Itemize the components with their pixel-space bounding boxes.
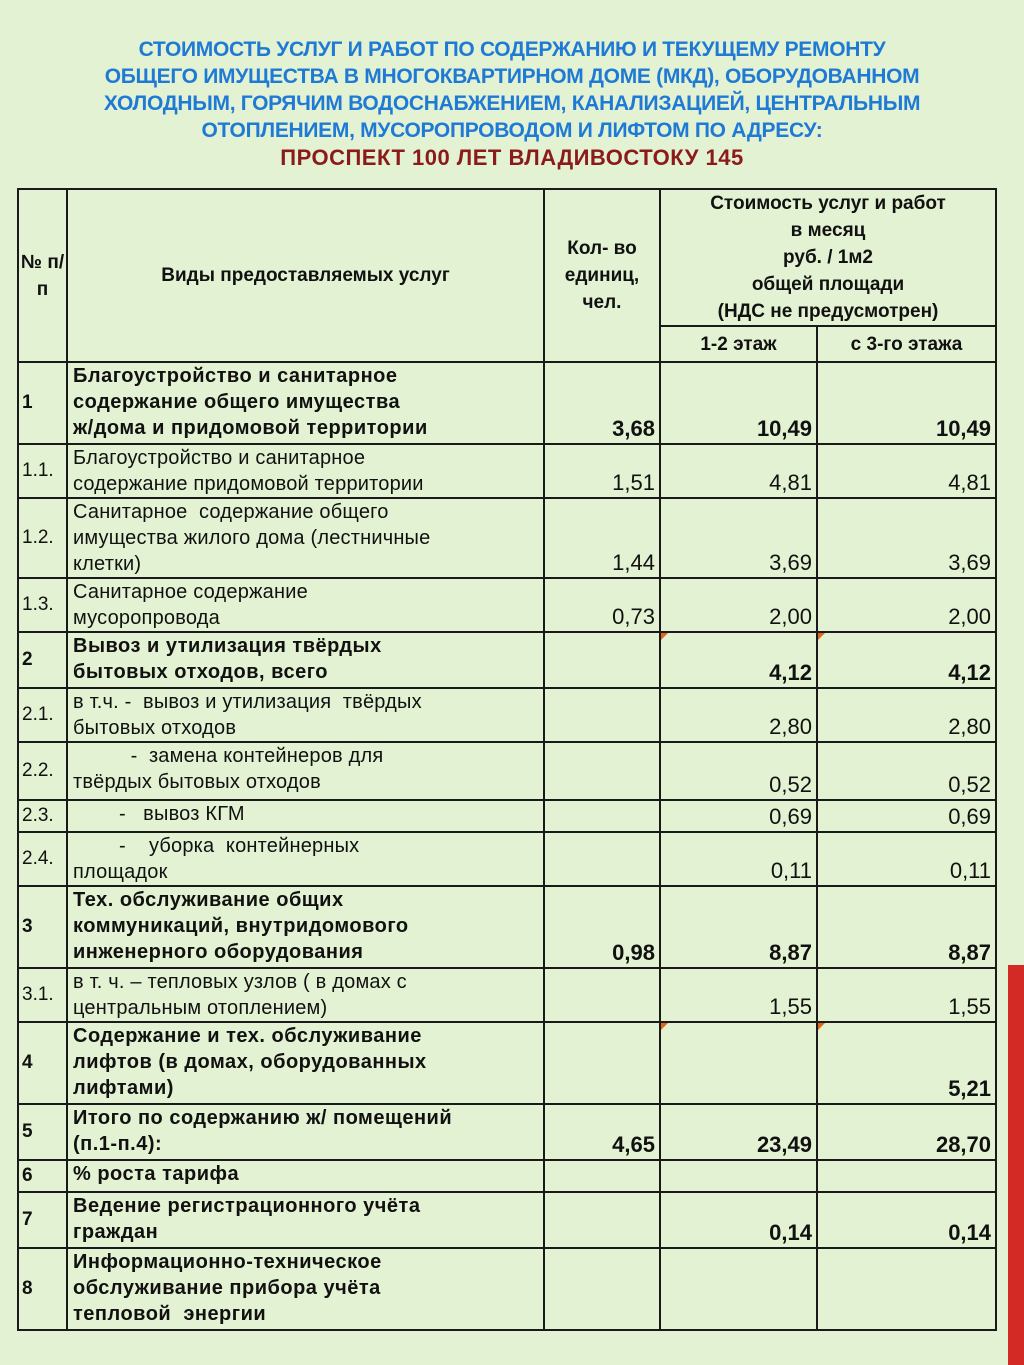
header-cost-line: общей площади — [751, 274, 905, 295]
description-line: тепловой энергии — [73, 1303, 267, 1325]
cost-floor-3-text: 0,11 — [949, 858, 992, 883]
table-row — [18, 800, 996, 832]
comment-marker-icon — [818, 1023, 825, 1030]
service-description — [67, 498, 544, 578]
cost-floor-1-2 — [660, 444, 817, 498]
units-value — [544, 832, 660, 886]
description-line: в т. ч. – тепловых узлов ( в домах с — [73, 971, 407, 993]
cost-floor-3-text: 4,12 — [948, 660, 992, 685]
description-line: (п.1-п.4): — [73, 1133, 163, 1155]
cost-floor-3 — [817, 1104, 996, 1160]
cost-floor-3 — [817, 832, 996, 886]
units-value — [544, 800, 660, 832]
description-line: мусоропровода — [73, 607, 220, 629]
service-description — [67, 578, 544, 632]
cost-floor-3 — [817, 1022, 996, 1104]
description-line: бытовых отходов, всего — [73, 661, 328, 683]
cost-floor-3 — [817, 578, 996, 632]
description-line: обслуживание прибора учёта — [73, 1277, 381, 1299]
cost-floor-1-2-text: 0,69 — [769, 804, 812, 829]
description-line: Санитарное содержание общего — [73, 501, 389, 523]
units-value — [544, 1104, 660, 1160]
title-line: ХОЛОДНЫМ, ГОРЯЧИМ ВОДОСНАБЖЕНИЕМ, КАНАЛИЗАЦИЕЙ, ЦЕНТРАЛЬНЫМ — [103, 92, 921, 115]
cost-floor-1-2-text: 23,49 — [756, 1132, 812, 1157]
description-line: Содержание и тех. обслуживание — [73, 1025, 422, 1047]
page-title — [0, 36, 1024, 172]
description-line: Благоустройство и санитарное — [73, 447, 366, 469]
header-cost-line: руб. / 1м2 — [783, 247, 873, 268]
table-row — [18, 1160, 996, 1192]
row-number: 5 — [18, 1104, 67, 1160]
cost-floor-1-2-text: 0,52 — [769, 772, 812, 797]
description-line: клетки) — [73, 553, 142, 575]
cost-floor-3 — [817, 1248, 996, 1330]
header-num: № п/п — [18, 189, 67, 362]
service-description — [67, 832, 544, 886]
cost-floor-3-text: 28,70 — [935, 1132, 992, 1157]
units-value — [544, 1192, 660, 1248]
service-description — [67, 968, 544, 1022]
service-description — [67, 632, 544, 688]
table-row — [18, 362, 996, 444]
cost-floor-1-2 — [660, 1192, 817, 1248]
description-line: центральным отоплением) — [73, 997, 328, 1019]
cost-floor-3 — [817, 886, 996, 968]
units-value — [544, 886, 660, 968]
description-line: Ведение регистрационного учёта — [73, 1195, 421, 1217]
table-row — [18, 1192, 996, 1248]
cost-floor-3 — [817, 444, 996, 498]
units-value — [544, 968, 660, 1022]
cost-floor-3-text: 1,55 — [948, 994, 992, 1019]
comment-marker-icon — [818, 633, 825, 640]
tariff-table — [17, 188, 997, 1331]
row-number: 7 — [18, 1192, 67, 1248]
row-number: 1.3. — [18, 578, 67, 632]
row-number: 1 — [18, 362, 67, 444]
table-row — [18, 578, 996, 632]
cost-floor-1-2 — [660, 968, 817, 1022]
cost-floor-1-2-text: 2,80 — [769, 714, 812, 739]
cost-floor-1-2-text: 0,14 — [769, 1220, 812, 1245]
cost-floor-1-2-text: 10,49 — [756, 416, 812, 441]
cost-floor-3-text: 4,81 — [948, 470, 992, 495]
row-number: 4 — [18, 1022, 67, 1104]
description-line: - замена контейнеров для — [73, 745, 384, 767]
cost-floor-1-2 — [660, 498, 817, 578]
cost-floor-1-2-text: 8,87 — [769, 940, 812, 965]
cost-floor-3 — [817, 1160, 996, 1192]
description-line: Благоустройство и санитарное — [73, 365, 398, 387]
table-row — [18, 1022, 996, 1104]
row-number: 3 — [18, 886, 67, 968]
units-value-text: 1,51 — [612, 470, 655, 495]
row-number: 2 — [18, 632, 67, 688]
cost-floor-3 — [817, 800, 996, 832]
row-number: 3.1. — [18, 968, 67, 1022]
description-line: в т.ч. - вывоз и утилизация твёрдых — [73, 691, 422, 713]
cost-floor-3 — [817, 632, 996, 688]
units-value — [544, 1160, 660, 1192]
units-value — [544, 362, 660, 444]
cost-floor-1-2 — [660, 886, 817, 968]
cost-floor-1-2 — [660, 1022, 817, 1104]
description-line: Санитарное содержание — [73, 581, 308, 603]
table-row — [18, 742, 996, 800]
service-description — [67, 1104, 544, 1160]
service-description — [67, 1160, 544, 1192]
cost-floor-3-text: 5,21 — [948, 1076, 992, 1101]
description-line: - уборка контейнерных — [73, 835, 360, 857]
service-description — [67, 362, 544, 444]
table-row — [18, 444, 996, 498]
header-floor-1-2: 1-2 этаж — [660, 326, 817, 362]
description-line: Тех. обслуживание общих — [73, 889, 344, 911]
units-value — [544, 498, 660, 578]
row-number: 1.2. — [18, 498, 67, 578]
description-line: Вывоз и утилизация твёрдых — [73, 635, 382, 657]
cost-floor-1-2-text: 4,81 — [769, 470, 812, 495]
cost-floor-1-2 — [660, 578, 817, 632]
comment-marker-icon — [661, 1023, 668, 1030]
accent-bar — [1008, 965, 1024, 1365]
cost-floor-3-text: 2,80 — [948, 714, 992, 739]
address-title: ПРОСПЕКТ 100 ЛЕТ ВЛАДИВОСТОКУ 145 — [280, 145, 744, 170]
title-line: СТОИМОСТЬ УСЛУГ И РАБОТ ПО СОДЕРЖАНИЮ И ТЕКУЩЕМУ РЕМОНТУ — [138, 38, 886, 61]
cost-floor-3-text: 3,69 — [948, 550, 992, 575]
units-value-text: 4,65 — [612, 1132, 655, 1157]
cost-floor-1-2-text: 3,69 — [769, 550, 812, 575]
table-row — [18, 968, 996, 1022]
row-number: 6 — [18, 1160, 67, 1192]
service-description — [67, 742, 544, 800]
cost-floor-1-2-text: 2,00 — [769, 604, 812, 629]
cost-floor-1-2 — [660, 742, 817, 800]
header-service: Виды предоставляемых услуг — [67, 189, 544, 362]
cost-floor-1-2-text: 0,11 — [770, 858, 812, 883]
units-value-text: 0,98 — [612, 940, 655, 965]
service-description — [67, 1248, 544, 1330]
service-description — [67, 688, 544, 742]
units-value-text: 3,68 — [612, 416, 655, 441]
cost-floor-3 — [817, 1192, 996, 1248]
description-line: имущества жилого дома (лестничные — [73, 527, 431, 549]
cost-floor-3-text: 0,69 — [948, 804, 992, 829]
header-cost-line: Стоимость услуг и работ — [710, 193, 946, 214]
row-number: 2.3. — [18, 800, 67, 832]
header-units: Кол- во единиц, чел. — [544, 189, 660, 362]
table-row — [18, 632, 996, 688]
title-line: ОТОПЛЕНИЕМ, МУСОРОПРОВОДОМ И ЛИФТОМ ПО АДРЕСУ: — [201, 119, 823, 142]
title-line: ОБЩЕГО ИМУЩЕСТВА В МНОГОКВАРТИРНОМ ДОМЕ (МКД), ОБОРУДОВАННОМ — [104, 65, 920, 88]
cost-floor-1-2 — [660, 1160, 817, 1192]
description-line: содержание общего имущества — [73, 391, 401, 413]
table-row — [18, 886, 996, 968]
description-line: содержание придомовой территории — [73, 473, 424, 495]
description-line: - вывоз КГМ — [73, 803, 245, 825]
cost-floor-3 — [817, 968, 996, 1022]
table-row — [18, 688, 996, 742]
table-row — [18, 1248, 996, 1330]
description-line: твёрдых бытовых отходов — [73, 771, 321, 793]
service-description — [67, 444, 544, 498]
cost-floor-3-text: 8,87 — [948, 940, 992, 965]
cost-floor-3-text: 0,14 — [948, 1220, 992, 1245]
description-line: Информационно-техническое — [73, 1251, 382, 1273]
row-number: 8 — [18, 1248, 67, 1330]
description-line: % роста тарифа — [73, 1163, 240, 1185]
cost-floor-1-2 — [660, 632, 817, 688]
row-number: 2.1. — [18, 688, 67, 742]
service-description — [67, 886, 544, 968]
row-number: 2.2. — [18, 742, 67, 800]
cost-floor-1-2 — [660, 800, 817, 832]
table-row — [18, 498, 996, 578]
cost-floor-1-2 — [660, 1104, 817, 1160]
header-cost — [660, 189, 996, 326]
service-description — [67, 1022, 544, 1104]
cost-floor-3 — [817, 498, 996, 578]
units-value — [544, 578, 660, 632]
service-description — [67, 1192, 544, 1248]
description-line: инженерного оборудования — [73, 941, 364, 963]
cost-floor-3 — [817, 362, 996, 444]
cost-floor-3 — [817, 742, 996, 800]
description-line: лифтами) — [73, 1077, 174, 1099]
row-number: 1.1. — [18, 444, 67, 498]
table-row — [18, 832, 996, 886]
description-line: площадок — [73, 861, 168, 883]
cost-floor-1-2-text: 1,55 — [769, 994, 812, 1019]
header-cost-line: (НДС не предусмотрен) — [717, 301, 939, 322]
table-row — [18, 1104, 996, 1160]
comment-marker-icon — [661, 633, 668, 640]
description-line: бытовых отходов — [73, 717, 237, 739]
header-floor-3: с 3-го этажа — [817, 326, 996, 362]
units-value — [544, 1248, 660, 1330]
description-line: лифтов (в домах, оборудованных — [73, 1051, 427, 1073]
units-value — [544, 632, 660, 688]
cost-floor-1-2 — [660, 688, 817, 742]
units-value — [544, 688, 660, 742]
cost-floor-1-2 — [660, 1248, 817, 1330]
units-value — [544, 444, 660, 498]
header-cost-line: в месяц — [790, 220, 866, 241]
description-line: Итого по содержанию ж/ помещений — [73, 1107, 453, 1129]
units-value-text: 1,44 — [612, 550, 655, 575]
cost-floor-3 — [817, 688, 996, 742]
cost-floor-1-2-text: 4,12 — [769, 660, 812, 685]
units-value-text: 0,73 — [612, 604, 655, 629]
cost-floor-3-text: 2,00 — [948, 604, 992, 629]
row-number: 2.4. — [18, 832, 67, 886]
cost-floor-1-2 — [660, 832, 817, 886]
description-line: ж/дома и придомовой территории — [73, 417, 428, 439]
cost-floor-3-text: 0,52 — [948, 772, 992, 797]
description-line: коммуникаций, внутридомового — [73, 915, 409, 937]
service-description — [67, 800, 544, 832]
units-value — [544, 1022, 660, 1104]
description-line: граждан — [73, 1221, 159, 1243]
cost-floor-1-2 — [660, 362, 817, 444]
units-value — [544, 742, 660, 800]
cost-floor-3-text: 10,49 — [935, 416, 992, 441]
